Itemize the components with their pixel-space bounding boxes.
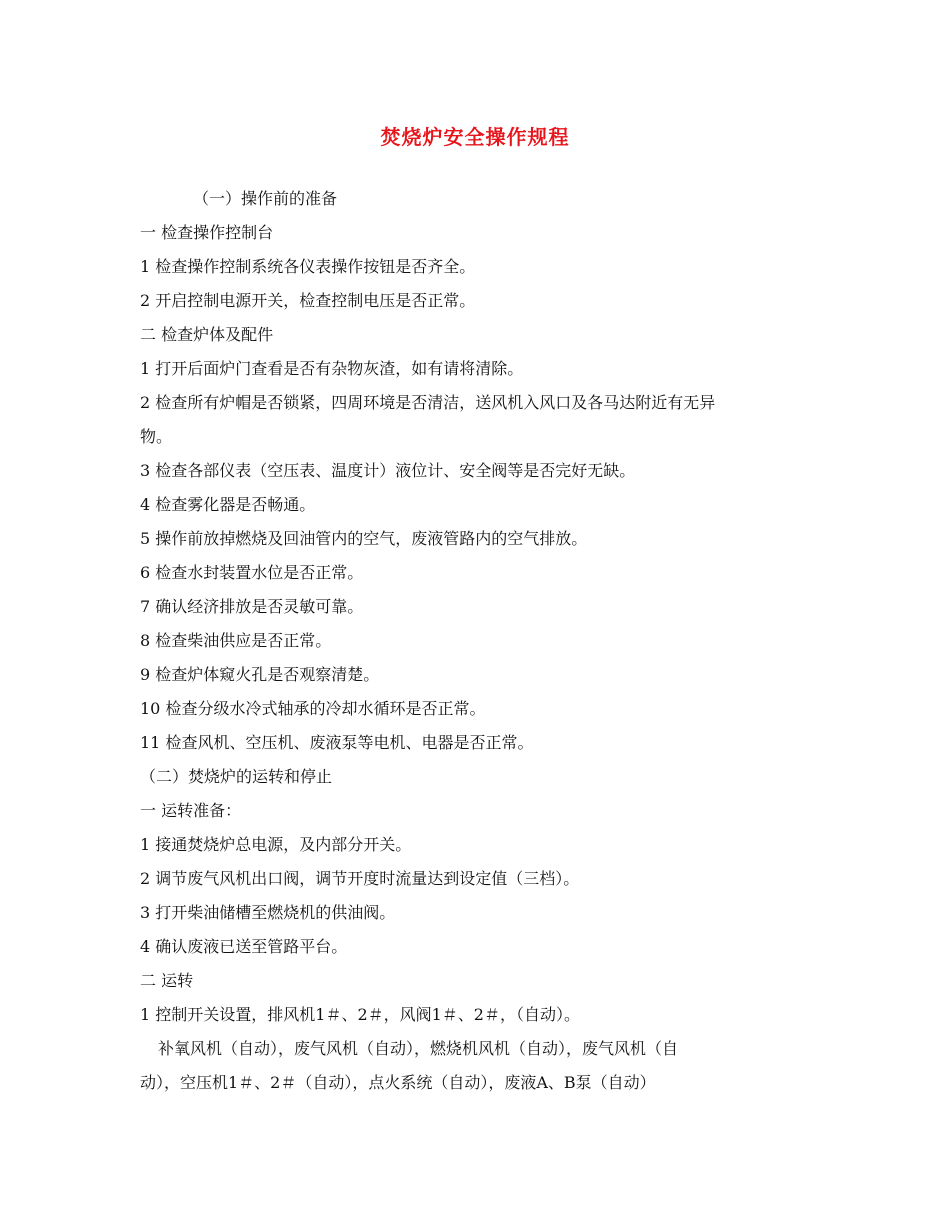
subsection-heading: 二 运转	[140, 971, 194, 990]
list-item: 5 操作前放掉燃烧及回油管内的空气，废液管路内的空气排放。	[140, 529, 588, 548]
document-title: 焚烧炉安全操作规程	[380, 125, 570, 149]
list-item: 11 检查风机、空压机、废液泵等电机、电器是否正常。	[140, 733, 534, 752]
list-item: 1 打开后面炉门查看是否有杂物灰渣，如有请将清除。	[140, 359, 524, 378]
list-item: 7 确认经济排放是否灵敏可靠。	[140, 597, 364, 616]
list-item: 2 调节废气风机出口阀，调节开度时流量达到设定值（三档）。	[140, 869, 580, 888]
list-item: 1 控制开关设置，排风机1＃、2＃，风阀1＃、2＃，（自动）。	[140, 1005, 580, 1024]
list-item: 3 检查各部仪表（空压表、温度计）液位计、安全阀等是否完好无缺。	[140, 461, 636, 480]
list-item: 9 检查炉体窥火孔是否观察清楚。	[140, 665, 380, 684]
list-item: 1 检查操作控制系统各仪表操作按钮是否齐全。	[140, 257, 476, 276]
list-item: 1 接通焚烧炉总电源，及内部分开关。	[140, 835, 412, 854]
document-body	[140, 182, 815, 1100]
section-heading: （一）操作前的准备	[193, 189, 338, 208]
list-item: 4 检查雾化器是否畅通。	[140, 495, 316, 514]
subsection-heading: 一 运转准备：	[140, 801, 242, 820]
list-item: 4 确认废液已送至管路平台。	[140, 937, 348, 956]
list-item: 2 检查所有炉帽是否锁紧，四周环境是否清洁，送风机入风口及各马达附近有无异	[140, 393, 716, 412]
list-item: 2 开启控制电源开关，检查控制电压是否正常。	[140, 291, 476, 310]
subsection-heading: 二 检查炉体及配件	[140, 325, 274, 344]
list-item: 6 检查水封装置水位是否正常。	[140, 563, 364, 582]
list-item: 3 打开柴油储槽至燃烧机的供油阀。	[140, 903, 396, 922]
list-item: 10 检查分级水冷式轴承的冷却水循环是否正常。	[140, 699, 486, 718]
list-item-continuation: 补氧风机（自动），废气风机（自动），燃烧机风机（自动），废气风机（自	[158, 1039, 679, 1058]
list-item: 8 检查柴油供应是否正常。	[140, 631, 332, 650]
list-item-continuation: 物。	[140, 427, 173, 446]
subsection-heading: 一 检查操作控制台	[140, 223, 274, 242]
section-heading: （二）焚烧炉的运转和停止	[140, 767, 333, 786]
list-item-continuation: 动），空压机1＃、2＃（自动），点火系统（自动），废液A、B泵（自动）	[140, 1073, 656, 1092]
